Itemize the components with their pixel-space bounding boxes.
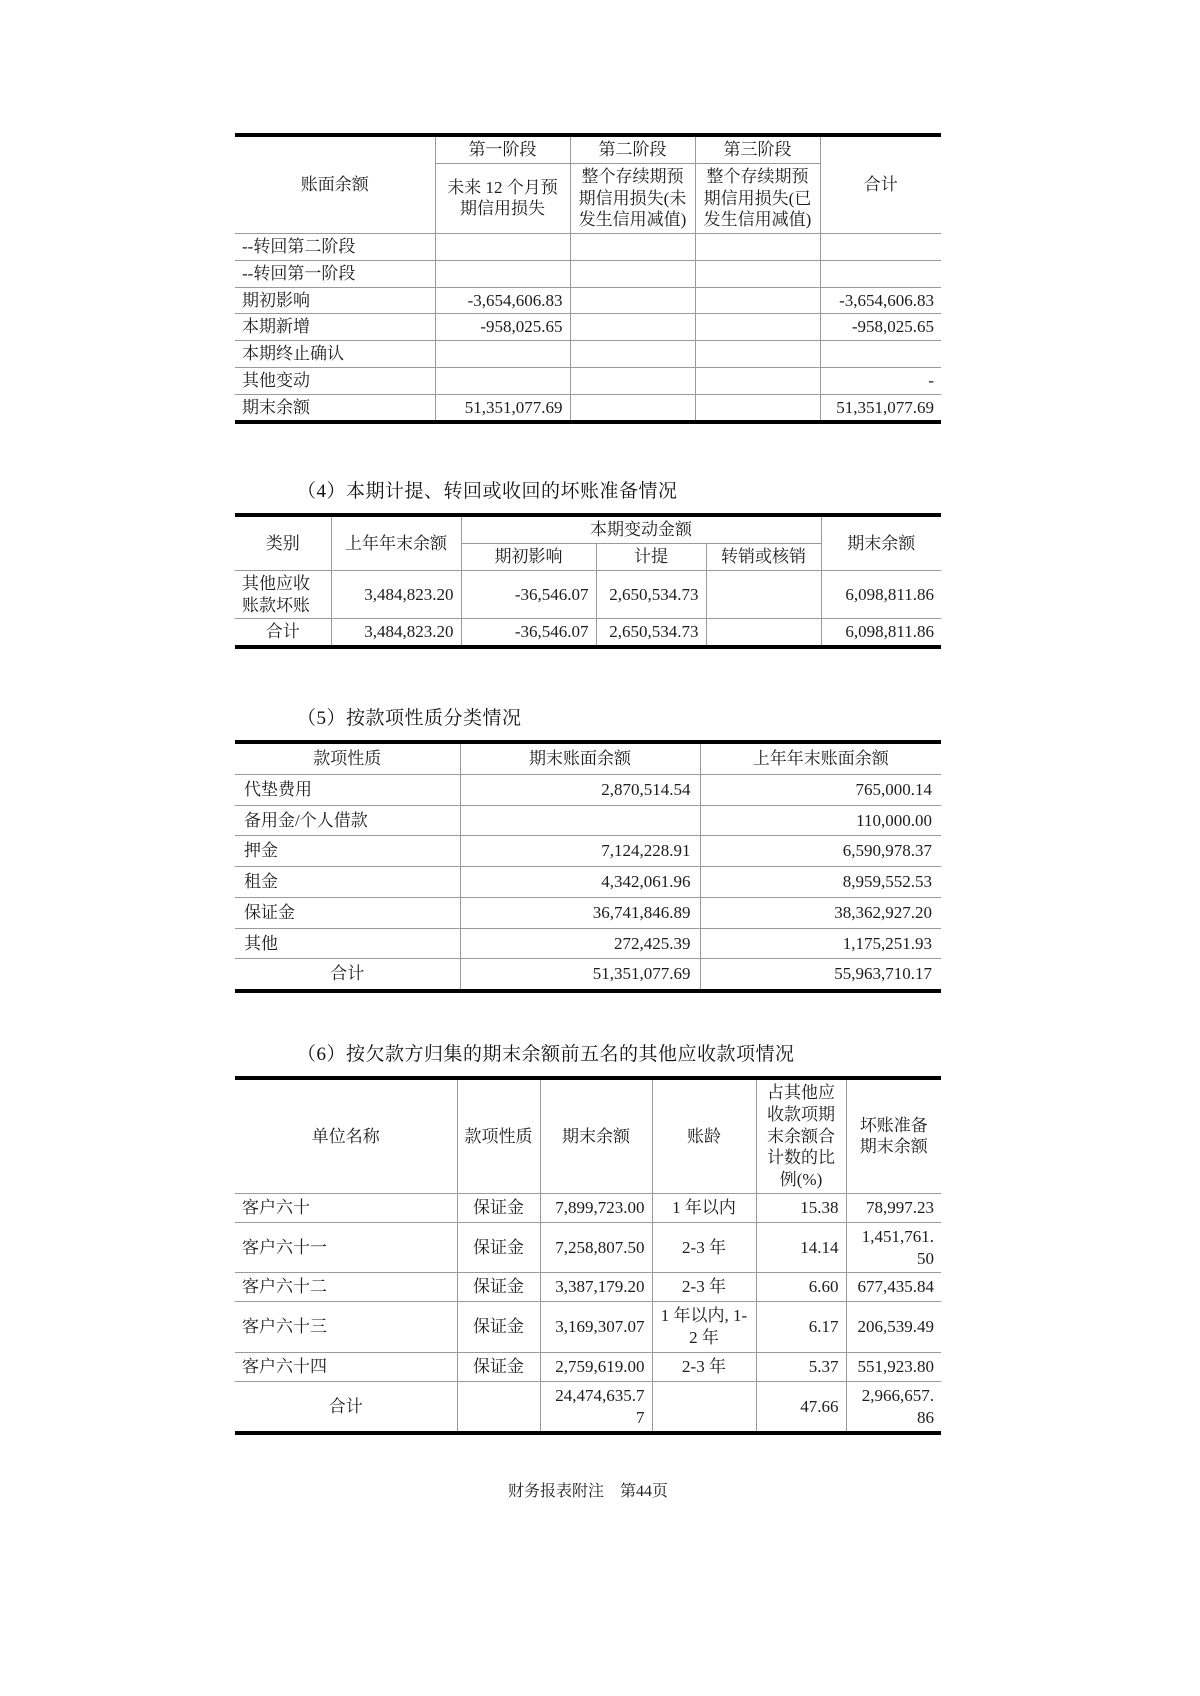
nature-cell: 保证金 [457, 1352, 540, 1381]
amount-cell [570, 287, 695, 314]
amount-cell [706, 570, 821, 619]
table-row [235, 341, 941, 368]
stage3-header-cell: 第三阶段 [695, 135, 820, 163]
amount-cell: 7,124,228.91 [460, 836, 700, 867]
amount-cell [570, 234, 695, 261]
total-row [235, 1381, 941, 1433]
row-label: 合计 [235, 959, 460, 991]
amount-cell: -36,546.07 [461, 570, 596, 619]
amount-cell: 3,484,823.20 [331, 619, 461, 647]
aging-cell: 1 年以内, 1-2 年 [652, 1302, 756, 1353]
ending-header-cell: 期末余额 [540, 1078, 652, 1193]
row-label: 本期新增 [235, 314, 435, 341]
amount-cell: 2,650,534.73 [596, 570, 706, 619]
amount-cell [820, 341, 941, 368]
row-label: 代垫费用 [235, 774, 460, 805]
row-label: 客户六十三 [235, 1302, 457, 1353]
table-row [235, 774, 941, 805]
amount-cell [435, 341, 570, 368]
amount-cell: 6,590,978.37 [700, 836, 941, 867]
table-row [235, 367, 941, 394]
row-label: 客户六十二 [235, 1273, 457, 1302]
section-title-4: （4）本期计提、转回或收回的坏账准备情况 [297, 481, 678, 503]
ratio-cell: 14.14 [756, 1222, 846, 1273]
amount-cell: 38,362,927.20 [700, 897, 941, 928]
amount-cell: 677,435.84 [846, 1273, 941, 1302]
nature-header-cell: 款项性质 [235, 742, 460, 774]
amount-cell: 3,484,823.20 [331, 570, 461, 619]
credit-loss-stage-table [235, 133, 941, 424]
unit-header-cell: 单位名称 [235, 1078, 457, 1193]
amount-cell: -36,546.07 [461, 619, 596, 647]
amount-cell [820, 260, 941, 287]
row-label: 合计 [235, 1381, 457, 1433]
amount-cell [460, 805, 700, 836]
amount-cell: 51,351,077.69 [460, 959, 700, 991]
amount-cell: 110,000.00 [700, 805, 941, 836]
table-row [235, 570, 941, 619]
table-row [235, 836, 941, 867]
amount-cell [695, 260, 820, 287]
table-header-row [235, 135, 941, 163]
total-row [235, 959, 941, 991]
amount-cell [570, 341, 695, 368]
table-row [235, 260, 941, 287]
row-label: 合计 [235, 619, 331, 647]
amount-cell: 6,098,811.86 [821, 619, 941, 647]
nature-cell: 保证金 [457, 1222, 540, 1273]
provision-header-cell: 计提 [596, 544, 706, 571]
amount-cell: 6,098,811.86 [821, 570, 941, 619]
amount-cell: -3,654,606.83 [820, 287, 941, 314]
document-content [235, 0, 941, 1435]
amount-cell [695, 287, 820, 314]
amount-cell [435, 234, 570, 261]
amount-cell: 51,351,077.69 [820, 394, 941, 422]
row-label: 保证金 [235, 897, 460, 928]
ratio-cell: 6.17 [756, 1302, 846, 1353]
amount-cell: -958,025.65 [435, 314, 570, 341]
nature-cell: 保证金 [457, 1193, 540, 1222]
nature-cell: 保证金 [457, 1302, 540, 1353]
row-label: 其他变动 [235, 367, 435, 394]
ratio-cell: 6.60 [756, 1273, 846, 1302]
amount-cell: - [820, 367, 941, 394]
row-label: --转回第二阶段 [235, 234, 435, 261]
amount-cell [695, 367, 820, 394]
row-label: 其他应收账款坏账 [235, 570, 331, 619]
nature-classification-table [235, 740, 941, 993]
change-group-header-cell: 本期变动金额 [461, 515, 821, 543]
amount-cell [706, 619, 821, 647]
nature-cell [457, 1381, 540, 1433]
table-row [235, 897, 941, 928]
amount-cell [695, 234, 820, 261]
amount-cell: 36,741,846.89 [460, 897, 700, 928]
stage1-header-cell: 第一阶段 [435, 135, 570, 163]
row-label: 客户六十一 [235, 1222, 457, 1273]
amount-cell: -3,654,606.83 [435, 287, 570, 314]
stage2-subheader-cell: 整个存续期预期信用损失(未发生信用减值) [570, 163, 695, 233]
corner-header-cell: 账面余额 [235, 135, 435, 234]
amount-cell: 2,966,657.86 [846, 1381, 941, 1433]
table-row [235, 1273, 941, 1302]
amount-cell: 551,923.80 [846, 1352, 941, 1381]
table-row [235, 394, 941, 422]
ratio-cell: 47.66 [756, 1381, 846, 1433]
amount-cell: 1,451,761.50 [846, 1222, 941, 1273]
row-label: 租金 [235, 867, 460, 898]
table-row [235, 1302, 941, 1353]
bad-debt-header-cell: 坏账准备期末余额 [846, 1078, 941, 1193]
table-row [235, 1193, 941, 1222]
stage1-subheader-cell: 未来 12 个月预期信用损失 [435, 163, 570, 233]
aging-header-cell: 账龄 [652, 1078, 756, 1193]
amount-cell: 3,169,307.07 [540, 1302, 652, 1353]
amount-cell [435, 367, 570, 394]
amount-cell: 3,387,179.20 [540, 1273, 652, 1302]
amount-cell: 2,870,514.54 [460, 774, 700, 805]
amount-cell: 8,959,552.53 [700, 867, 941, 898]
total-row [235, 619, 941, 647]
table-header-row [235, 1078, 941, 1193]
nature-header-cell: 款项性质 [457, 1078, 540, 1193]
aging-cell: 2-3 年 [652, 1222, 756, 1273]
top-five-debtors-table [235, 1076, 941, 1435]
row-label: 期末余额 [235, 394, 435, 422]
amount-cell [695, 394, 820, 422]
opening-impact-header-cell: 期初影响 [461, 544, 596, 571]
table-row [235, 287, 941, 314]
aging-cell [652, 1381, 756, 1433]
section-title-6: （6）按欠款方归集的期末余额前五名的其他应收款项情况 [297, 1044, 795, 1065]
total-header-cell: 合计 [820, 135, 941, 234]
ending-header-cell: 期末余额 [821, 515, 941, 570]
table-row [235, 234, 941, 261]
bad-debt-provision-table [235, 513, 941, 649]
amount-cell: 2,650,534.73 [596, 619, 706, 647]
row-label: 押金 [235, 836, 460, 867]
amount-cell: 765,000.14 [700, 774, 941, 805]
amount-cell: 51,351,077.69 [435, 394, 570, 422]
table-row [235, 1352, 941, 1381]
amount-cell [570, 394, 695, 422]
aging-cell: 2-3 年 [652, 1352, 756, 1381]
aging-cell: 2-3 年 [652, 1273, 756, 1302]
table-row [235, 314, 941, 341]
amount-cell [435, 260, 570, 287]
row-label: 其他 [235, 928, 460, 959]
row-label: 本期终止确认 [235, 341, 435, 368]
amount-cell [570, 314, 695, 341]
ratio-header-cell: 占其他应收款项期末余额合计数的比例(%) [756, 1078, 846, 1193]
row-label: 期初影响 [235, 287, 435, 314]
row-label: 客户六十四 [235, 1352, 457, 1381]
amount-cell: 2,759,619.00 [540, 1352, 652, 1381]
page-footer: 财务报表附注 第44页 [507, 1483, 668, 1500]
row-label: --转回第一阶段 [235, 260, 435, 287]
table-header-row [235, 515, 941, 543]
amount-cell: 1,175,251.93 [700, 928, 941, 959]
amount-cell: 55,963,710.17 [700, 959, 941, 991]
amount-cell [570, 260, 695, 287]
amount-cell: 4,342,061.96 [460, 867, 700, 898]
section-title-5: （5）按款项性质分类情况 [297, 708, 522, 729]
amount-cell: 7,258,807.50 [540, 1222, 652, 1273]
amount-cell [695, 341, 820, 368]
prev-year-balance-header-cell: 上年年末账面余额 [700, 742, 941, 774]
row-label: 备用金/个人借款 [235, 805, 460, 836]
amount-cell [820, 234, 941, 261]
writeoff-header-cell: 转销或核销 [706, 544, 821, 571]
amount-cell: 206,539.49 [846, 1302, 941, 1353]
table-row [235, 867, 941, 898]
amount-cell: -958,025.65 [820, 314, 941, 341]
ratio-cell: 5.37 [756, 1352, 846, 1381]
table-header-row [235, 742, 941, 774]
table-row [235, 805, 941, 836]
amount-cell [695, 314, 820, 341]
amount-cell: 272,425.39 [460, 928, 700, 959]
amount-cell: 78,997.23 [846, 1193, 941, 1222]
prev-year-header-cell: 上年年末余额 [331, 515, 461, 570]
stage3-subheader-cell: 整个存续期预期信用损失(已发生信用减值) [695, 163, 820, 233]
table-row [235, 928, 941, 959]
row-label: 客户六十 [235, 1193, 457, 1222]
amount-cell: 7,899,723.00 [540, 1193, 652, 1222]
aging-cell: 1 年以内 [652, 1193, 756, 1222]
nature-cell: 保证金 [457, 1273, 540, 1302]
amount-cell [570, 367, 695, 394]
table-row [235, 1222, 941, 1273]
ratio-cell: 15.38 [756, 1193, 846, 1222]
category-header-cell: 类别 [235, 515, 331, 570]
ending-balance-header-cell: 期末账面余额 [460, 742, 700, 774]
amount-cell: 24,474,635.77 [540, 1381, 652, 1433]
stage2-header-cell: 第二阶段 [570, 135, 695, 163]
